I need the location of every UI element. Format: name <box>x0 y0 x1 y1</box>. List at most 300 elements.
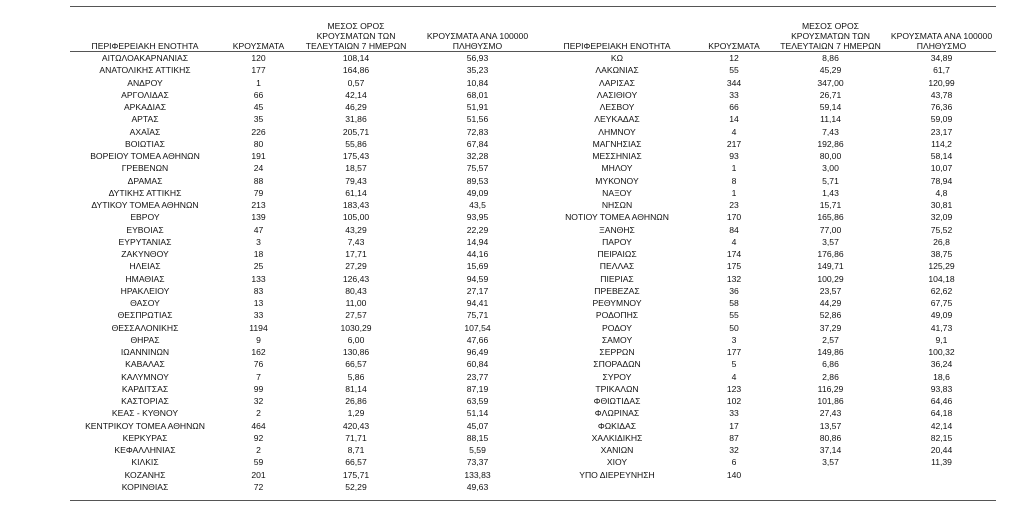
right-region-cell: ΞΑΝΘΗΣ <box>599 224 635 235</box>
right-per100k-cell: 4,8 <box>935 187 948 198</box>
left-cases-cell: 59 <box>253 457 264 468</box>
right-avg7-cell: 3,57 <box>822 236 839 247</box>
right-per100k-cell: 58,14 <box>930 151 953 161</box>
left-avg7-cell: 7,43 <box>347 236 365 247</box>
right-region-cell: ΠΕΛΛΑΣ <box>599 261 635 272</box>
right-per100k-cell: 43,78 <box>930 89 953 100</box>
right-avg7-cell: 37,29 <box>819 322 842 333</box>
header-per100k-right: ΚΡΟΥΣΜΑΤΑ ΑΝΑ 100000 ΠΛΗΘΥΣΜΟ <box>890 31 993 51</box>
right-region-cell: ΠΙΕΡΙΑΣ <box>600 273 634 284</box>
right-avg7-cell: 77,00 <box>819 224 842 235</box>
table-row <box>70 396 996 407</box>
left-per100k-cell: 75,71 <box>466 310 489 321</box>
left-cases-cell: 3 <box>256 236 261 247</box>
left-per100k-cell: 94,59 <box>466 273 489 284</box>
right-avg7-cell: 149,71 <box>817 261 844 272</box>
left-region-cell: ΓΡΕΒΕΝΩΝ <box>121 163 169 174</box>
left-cases-cell: 76 <box>253 359 264 370</box>
left-avg7-cell: 175,71 <box>342 469 370 480</box>
right-cases-cell: 23 <box>729 200 739 210</box>
right-region-cell: ΥΠΟ ΔΙΕΡΕΥΝΗΣΗ <box>579 469 655 480</box>
right-cases-cell: 93 <box>729 151 739 161</box>
right-region-cell: ΣΥΡΟΥ <box>602 371 632 382</box>
table-row <box>70 347 996 358</box>
left-per100k-cell: 60,84 <box>466 359 489 370</box>
right-cases-cell: 174 <box>726 249 742 259</box>
left-region-cell: ΚΕΡΚΥΡΑΣ <box>122 432 168 443</box>
right-region-cell: ΛΗΜΝΟΥ <box>598 126 636 137</box>
left-avg7-cell: 1,29 <box>347 408 365 419</box>
right-cases-cell: 140 <box>726 469 742 480</box>
left-cases-cell: 1194 <box>249 322 268 333</box>
right-avg7-cell: 2,86 <box>822 371 839 382</box>
left-cases-cell: 1 <box>256 77 261 88</box>
left-cases-cell: 33 <box>253 310 264 321</box>
left-region-cell: ΘΗΡΑΣ <box>130 334 160 345</box>
table-row <box>70 323 996 334</box>
header-region-right: ΠΕΡΙΦΕΡΕΙΑΚΗ ΕΝΟΤΗΤΑ <box>563 41 671 51</box>
left-per100k-cell: 10,84 <box>466 77 489 88</box>
right-cases-cell: 66 <box>729 102 739 112</box>
left-region-cell: ΗΛΕΙΑΣ <box>129 261 161 272</box>
right-region-cell: ΛΑΡΙΣΑΣ <box>599 77 635 88</box>
right-avg7-cell: 6,86 <box>822 359 839 370</box>
right-per100k-cell: 30,81 <box>930 200 953 210</box>
table-row <box>70 176 996 187</box>
right-avg7-cell: 37,14 <box>819 445 842 455</box>
right-cases-cell: 4 <box>731 126 737 137</box>
left-region-cell: ΚΑΣΤΟΡΙΑΣ <box>121 396 169 406</box>
table-row <box>70 114 996 125</box>
left-per100k-cell: 72,83 <box>466 126 489 137</box>
left-avg7-cell: 1030,29 <box>340 322 372 333</box>
left-region-cell: ΚΟΖΑΝΗΣ <box>124 469 166 480</box>
right-cases-cell: 84 <box>729 224 739 235</box>
left-region-cell: ΚΑΛΥΜΝΟΥ <box>121 371 169 382</box>
left-avg7-cell: 27,57 <box>345 310 367 321</box>
left-per100k-cell: 89,53 <box>466 175 489 186</box>
table-row <box>70 139 996 150</box>
left-per100k-cell: 49,63 <box>466 481 489 492</box>
left-region-cell: ΑΧΑΪΑΣ <box>129 126 161 137</box>
left-avg7-cell: 66,57 <box>345 457 367 468</box>
left-per100k-cell: 67,84 <box>466 138 489 149</box>
left-per100k-cell: 27,17 <box>466 285 489 296</box>
table-row <box>70 237 996 248</box>
left-per100k-cell: 14,94 <box>466 236 489 247</box>
right-avg7-cell: 176,86 <box>817 249 844 259</box>
left-avg7-cell: 0,57 <box>347 77 365 88</box>
left-avg7-cell: 43,29 <box>345 224 367 235</box>
header-region-left: ΠΕΡΙΦΕΡΕΙΑΚΗ ΕΝΟΤΗΤΑ <box>91 41 199 51</box>
left-cases-cell: 47 <box>253 224 264 235</box>
right-avg7-cell: 7,43 <box>822 126 839 137</box>
right-per100k-cell: 67,75 <box>930 298 953 308</box>
table-row <box>70 53 996 64</box>
left-cases-cell: 24 <box>253 163 264 174</box>
right-avg7-cell: 44,29 <box>819 298 842 308</box>
left-region-cell: ΚΑΡΔΙΤΣΑΣ <box>121 383 169 394</box>
left-per100k-cell: 5,59 <box>469 445 486 455</box>
left-per100k-cell: 107,54 <box>464 322 491 333</box>
table-row <box>70 65 996 76</box>
left-per100k-cell: 73,37 <box>466 457 489 468</box>
right-cases-cell: 177 <box>726 347 742 357</box>
left-region-cell: ΔΡΑΜΑΣ <box>127 175 163 186</box>
left-region-cell: ΙΩΑΝΝΙΝΩΝ <box>120 347 170 357</box>
right-cases-cell: 32 <box>729 445 739 455</box>
left-cases-cell: 45 <box>253 102 264 112</box>
right-per100k-cell: 76,36 <box>930 102 953 112</box>
right-per100k-cell: 34,89 <box>930 53 953 63</box>
left-per100k-cell: 133,83 <box>464 469 491 480</box>
left-per100k-cell: 15,69 <box>466 261 489 272</box>
left-region-cell: ΗΜΑΘΙΑΣ <box>125 273 165 284</box>
left-avg7-cell: 175,43 <box>342 151 370 161</box>
right-avg7-cell: 45,29 <box>819 65 842 76</box>
right-per100k-cell: 114,2 <box>931 138 952 149</box>
right-cases-cell: 175 <box>726 261 742 272</box>
right-region-cell: ΡΟΔΟΠΗΣ <box>595 310 639 321</box>
left-region-cell: ΒΟΙΩΤΙΑΣ <box>125 138 165 149</box>
right-region-cell: ΣΑΜΟΥ <box>601 334 633 345</box>
right-avg7-cell: 80,00 <box>819 151 842 161</box>
left-per100k-cell: 56,93 <box>466 53 489 63</box>
right-region-cell: ΧΑΛΚΙΔΙΚΗΣ <box>591 432 643 443</box>
right-cases-cell: 55 <box>729 65 739 76</box>
left-per100k-cell: 96,49 <box>466 347 489 357</box>
table-row <box>70 102 996 113</box>
left-avg7-cell: 17,71 <box>345 249 367 259</box>
table-row <box>70 90 996 101</box>
table-row <box>70 408 996 419</box>
right-cases-cell: 6 <box>731 457 737 468</box>
right-cases-cell: 102 <box>726 396 742 406</box>
left-avg7-cell: 26,86 <box>345 396 367 406</box>
right-avg7-cell <box>774 470 887 481</box>
right-region-cell: ΦΩΚΙΔΑΣ <box>597 420 637 431</box>
left-cases-cell: 92 <box>253 432 264 443</box>
right-cases-cell: 3 <box>731 334 737 345</box>
right-per100k-cell: 23,17 <box>930 126 953 137</box>
right-region-cell: ΝΗΣΩΝ <box>601 200 633 210</box>
left-region-cell: ΚΕΦΑΛΛΗΝΙΑΣ <box>114 445 176 455</box>
left-avg7-cell: 5,86 <box>347 371 365 382</box>
table-row <box>70 212 996 223</box>
right-avg7-cell: 2,57 <box>822 334 839 345</box>
right-per100k-cell: 104,18 <box>928 273 955 284</box>
left-avg7-cell: 42,14 <box>345 89 367 100</box>
table-row <box>70 384 996 395</box>
left-cases-cell: 79 <box>253 187 264 198</box>
left-avg7-cell: 27,29 <box>345 261 367 272</box>
right-per100k-cell: 125,29 <box>928 261 955 272</box>
left-per100k-cell: 51,14 <box>466 408 489 419</box>
left-avg7-cell: 108,14 <box>342 53 370 63</box>
left-per100k-cell: 22,29 <box>466 224 489 235</box>
left-per100k-cell: 43,5 <box>469 200 486 210</box>
left-region-cell: ΚΙΛΚΙΣ <box>131 457 159 468</box>
left-avg7-cell: 183,43 <box>342 200 370 210</box>
right-per100k-cell: 59,09 <box>930 114 953 125</box>
right-avg7-cell: 26,71 <box>819 89 842 100</box>
left-per100k-cell: 51,91 <box>466 102 489 112</box>
right-avg7-cell: 116,29 <box>817 383 844 394</box>
right-region-cell: ΧΑΝΙΩΝ <box>600 445 634 455</box>
right-per100k-cell: 38,75 <box>930 249 953 259</box>
right-per100k-cell: 49,09 <box>930 310 953 321</box>
table-bottom-rule <box>70 500 996 501</box>
right-cases-cell: 5 <box>731 359 737 370</box>
right-per100k-cell: 120,99 <box>928 77 955 88</box>
table-row <box>70 335 996 346</box>
right-per100k-cell: 42,14 <box>930 420 953 431</box>
left-region-cell: ΑΡΤΑΣ <box>131 114 159 125</box>
table-row <box>70 421 996 432</box>
left-avg7-cell: 55,86 <box>345 138 367 149</box>
left-cases-cell: 13 <box>253 298 264 308</box>
left-region-cell: ΑΙΤΩΛΟΑΚΑΡΝΑΝΙΑΣ <box>101 53 189 63</box>
left-cases-cell: 18 <box>253 249 264 259</box>
left-cases-cell: 9 <box>256 334 261 345</box>
right-avg7-cell: 11,14 <box>820 114 841 125</box>
table-row <box>70 127 996 138</box>
left-cases-cell: 133 <box>251 273 266 284</box>
right-region-cell: ΣΠΟΡΑΔΩΝ <box>593 359 641 370</box>
left-avg7-cell: 8,71 <box>347 445 365 455</box>
right-avg7-cell: 165,86 <box>817 212 844 223</box>
left-cases-cell: 2 <box>256 408 261 419</box>
right-avg7-cell: 23,57 <box>819 285 842 296</box>
right-region-cell: ΛΕΣΒΟΥ <box>599 102 635 112</box>
table-row <box>70 482 996 493</box>
table-row <box>70 372 996 383</box>
right-avg7-cell: 1,43 <box>822 187 839 198</box>
right-cases-cell: 132 <box>726 273 742 284</box>
left-per100k-cell: 63,59 <box>466 396 489 406</box>
left-region-cell: ΚΕΝΤΡΙΚΟΥ ΤΟΜΕΑ ΑΘΗΝΩΝ <box>85 420 205 431</box>
left-per100k-cell: 45,07 <box>466 420 489 431</box>
right-region-cell: ΦΘΙΩΤΙΔΑΣ <box>593 396 641 406</box>
left-avg7-cell: 130,86 <box>342 347 370 357</box>
right-per100k-cell: 20,44 <box>930 445 953 455</box>
right-per100k-cell: 41,73 <box>930 322 953 333</box>
left-cases-cell: 226 <box>251 126 266 137</box>
right-avg7-cell: 52,86 <box>819 310 842 321</box>
right-avg7-cell: 80,86 <box>819 432 842 443</box>
table-row <box>70 188 996 199</box>
left-per100k-cell: 35,23 <box>466 65 489 76</box>
left-region-cell: ΗΡΑΚΛΕΙΟΥ <box>120 285 170 296</box>
right-per100k-cell: 62,62 <box>930 285 953 296</box>
left-per100k-cell: 68,01 <box>466 89 489 100</box>
right-per100k-cell: 82,15 <box>930 432 953 443</box>
right-cases-cell: 33 <box>729 89 739 100</box>
header-cases-left: ΚΡΟΥΣΜΑΤΑ <box>232 41 285 51</box>
right-cases-cell: 14 <box>729 114 739 125</box>
left-cases-cell: 464 <box>251 420 266 431</box>
left-per100k-cell: 94,41 <box>466 298 489 308</box>
table-row <box>70 163 996 174</box>
left-region-cell: ΑΝΑΤΟΛΙΚΗΣ ΑΤΤΙΚΗΣ <box>99 65 191 76</box>
right-per100k-cell: 36,24 <box>930 359 953 370</box>
right-region-cell: ΝΟΤΙΟΥ ΤΟΜΕΑ ΑΘΗΝΩΝ <box>565 212 669 223</box>
left-cases-cell: 99 <box>253 383 264 394</box>
right-cases-cell: 33 <box>729 408 739 419</box>
left-avg7-cell: 205,71 <box>342 126 370 137</box>
table-row <box>70 359 996 370</box>
left-region-cell: ΘΑΣΟΥ <box>130 298 160 308</box>
left-region-cell: ΕΥΡΥΤΑΝΙΑΣ <box>118 236 172 247</box>
left-avg7-cell: 31,86 <box>345 114 367 125</box>
left-cases-cell: 177 <box>251 65 266 76</box>
right-avg7-cell: 100,29 <box>817 273 844 284</box>
left-cases-cell: 72 <box>253 481 264 492</box>
right-cases-cell: 1 <box>731 163 737 174</box>
right-avg7-cell: 3,00 <box>822 163 839 174</box>
left-cases-cell: 2 <box>256 445 261 455</box>
right-cases-cell: 8 <box>731 175 737 186</box>
left-per100k-cell: 93,95 <box>466 212 489 223</box>
right-avg7-cell: 101,86 <box>817 396 844 406</box>
left-cases-cell: 213 <box>251 200 266 210</box>
right-region-cell: ΠΕΙΡΑΙΩΣ <box>597 249 637 259</box>
right-avg7-cell: 59,14 <box>819 102 842 112</box>
left-per100k-cell: 32,28 <box>466 151 489 161</box>
right-region-cell: ΛΑΣΙΘΙΟΥ <box>596 89 638 100</box>
right-avg7-cell: 149,86 <box>817 347 844 357</box>
table-row <box>70 286 996 297</box>
right-avg7-cell: 8,86 <box>822 53 839 63</box>
right-region-cell: ΜΕΣΣΗΝΙΑΣ <box>592 151 642 161</box>
right-cases-cell: 55 <box>729 310 739 321</box>
left-region-cell: ΚΑΒΑΛΑΣ <box>125 359 165 370</box>
left-cases-cell: 162 <box>251 347 266 357</box>
left-avg7-cell: 46,29 <box>345 102 367 112</box>
left-avg7-cell: 18,57 <box>345 163 367 174</box>
right-region-cell: ΝΑΞΟΥ <box>602 187 632 198</box>
table-row <box>70 310 996 321</box>
table-row <box>70 445 996 456</box>
left-per100k-cell: 49,09 <box>466 187 489 198</box>
right-per100k-cell: 32,09 <box>930 212 953 223</box>
left-avg7-cell: 420,43 <box>342 420 370 431</box>
left-region-cell: ΚΕΑΣ - ΚΥΘΝΟΥ <box>111 408 179 419</box>
right-region-cell: ΛΕΥΚΑΔΑΣ <box>594 114 640 125</box>
table-row <box>70 457 996 468</box>
table-row <box>70 249 996 260</box>
right-per100k-cell: 93,83 <box>930 383 953 394</box>
left-cases-cell: 191 <box>251 151 266 161</box>
table-row <box>70 470 996 481</box>
right-per100k-cell: 26,8 <box>933 236 950 247</box>
header-cases-right: ΚΡΟΥΣΜΑΤΑ <box>708 41 760 51</box>
left-region-cell: ΘΕΣΠΡΩΤΙΑΣ <box>117 310 173 321</box>
left-region-cell: ΘΕΣΣΑΛΟΝΙΚΗΣ <box>111 322 179 333</box>
right-region-cell: ΡΟΔΟΥ <box>602 322 632 333</box>
right-avg7-cell: 27,43 <box>819 408 842 419</box>
left-avg7-cell: 6,00 <box>347 334 365 345</box>
left-region-cell: ΑΝΔΡΟΥ <box>127 77 163 88</box>
left-cases-cell: 25 <box>253 261 264 272</box>
left-cases-cell: 139 <box>251 212 266 223</box>
left-avg7-cell: 105,00 <box>342 212 370 223</box>
right-cases-cell: 17 <box>729 420 739 431</box>
right-cases-cell: 36 <box>729 285 739 296</box>
left-avg7-cell: 79,43 <box>345 175 367 186</box>
right-per100k-cell: 11,39 <box>931 457 952 468</box>
right-cases-cell: 123 <box>726 383 742 394</box>
right-region-cell: ΦΛΩΡΙΝΑΣ <box>594 408 640 419</box>
left-cases-cell: 88 <box>253 175 264 186</box>
right-cases-cell: 344 <box>726 77 742 88</box>
right-region-cell: ΛΑΚΩΝΙΑΣ <box>595 65 639 76</box>
left-per100k-cell: 87,19 <box>466 383 489 394</box>
right-avg7-cell: 347,00 <box>817 77 844 88</box>
left-per100k-cell: 23,77 <box>466 371 489 382</box>
right-avg7-cell: 192,86 <box>817 138 844 149</box>
left-cases-cell: 32 <box>253 396 264 406</box>
right-region-cell: ΚΩ <box>610 53 624 63</box>
left-avg7-cell: 61,14 <box>345 187 367 198</box>
right-cases-cell: 87 <box>729 432 739 443</box>
left-region-cell: ΑΡΓΟΛΙΔΑΣ <box>121 89 169 100</box>
right-per100k-cell: 75,52 <box>930 224 953 235</box>
right-region-cell: ΠΡΕΒΕΖΑΣ <box>594 285 640 296</box>
right-region-cell: ΧΙΟΥ <box>606 457 628 468</box>
header-per100k-left: ΚΡΟΥΣΜΑΤΑ ΑΝΑ 100000 ΠΛΗΘΥΣΜΟ <box>426 31 529 51</box>
right-avg7-cell: 5,71 <box>822 175 839 186</box>
right-per100k-cell: 61,7 <box>933 65 950 76</box>
header-avg7-left: ΜΕΣΟΣ ΟΡΟΣ ΚΡΟΥΣΜΑΤΩΝ ΤΩΝ ΤΕΛΕΥΤΑΙΩΝ 7 ΗΜΕΡΩΝ <box>305 21 407 51</box>
header-avg7-right: ΜΕΣΟΣ ΟΡΟΣ ΚΡΟΥΣΜΑΤΩΝ ΤΩΝ ΤΕΛΕΥΤΑΙΩΝ 7 ΗΜΕΡΩΝ <box>780 21 881 51</box>
table-row <box>70 274 996 285</box>
right-region-cell: ΣΕΡΡΩΝ <box>599 347 635 357</box>
right-per100k-cell: 18,6 <box>933 371 950 382</box>
left-avg7-cell: 71,71 <box>345 432 367 443</box>
right-cases-cell: 217 <box>726 138 742 149</box>
right-avg7-cell: 3,57 <box>822 457 839 468</box>
right-region-cell: ΤΡΙΚΑΛΩΝ <box>595 383 639 394</box>
right-avg7-cell: 15,71 <box>819 200 842 210</box>
left-cases-cell: 120 <box>251 53 266 63</box>
right-cases-cell: 12 <box>729 53 739 63</box>
left-per100k-cell: 44,16 <box>466 249 489 259</box>
right-per100k-cell: 9,1 <box>935 334 948 345</box>
right-region-cell: ΠΑΡΟΥ <box>602 236 632 247</box>
table-row <box>70 298 996 309</box>
table-top-rule <box>70 6 996 7</box>
left-region-cell: ΔΥΤΙΚΗΣ ΑΤΤΙΚΗΣ <box>108 187 182 198</box>
left-avg7-cell: 81,14 <box>345 383 367 394</box>
left-cases-cell: 80 <box>253 138 264 149</box>
right-region-cell: ΜΑΓΝΗΣΙΑΣ <box>592 138 642 149</box>
left-region-cell: ΑΡΚΑΔΙΑΣ <box>123 102 167 112</box>
header-rule <box>70 51 996 52</box>
right-per100k-cell <box>887 470 996 481</box>
right-per100k-cell: 64,18 <box>930 408 953 419</box>
left-per100k-cell: 47,66 <box>466 334 489 345</box>
right-per100k-cell: 10,07 <box>930 163 953 174</box>
right-per100k-cell: 78,94 <box>930 175 953 186</box>
left-region-cell: ΖΑΚΥΝΘΟΥ <box>121 249 169 259</box>
left-avg7-cell: 52,29 <box>345 481 367 492</box>
table-row <box>70 78 996 89</box>
right-cases-cell: 1 <box>731 187 737 198</box>
right-cases-cell: 4 <box>731 371 737 382</box>
left-per100k-cell: 51,56 <box>466 114 489 125</box>
left-region-cell: ΕΒΡΟΥ <box>130 212 160 223</box>
